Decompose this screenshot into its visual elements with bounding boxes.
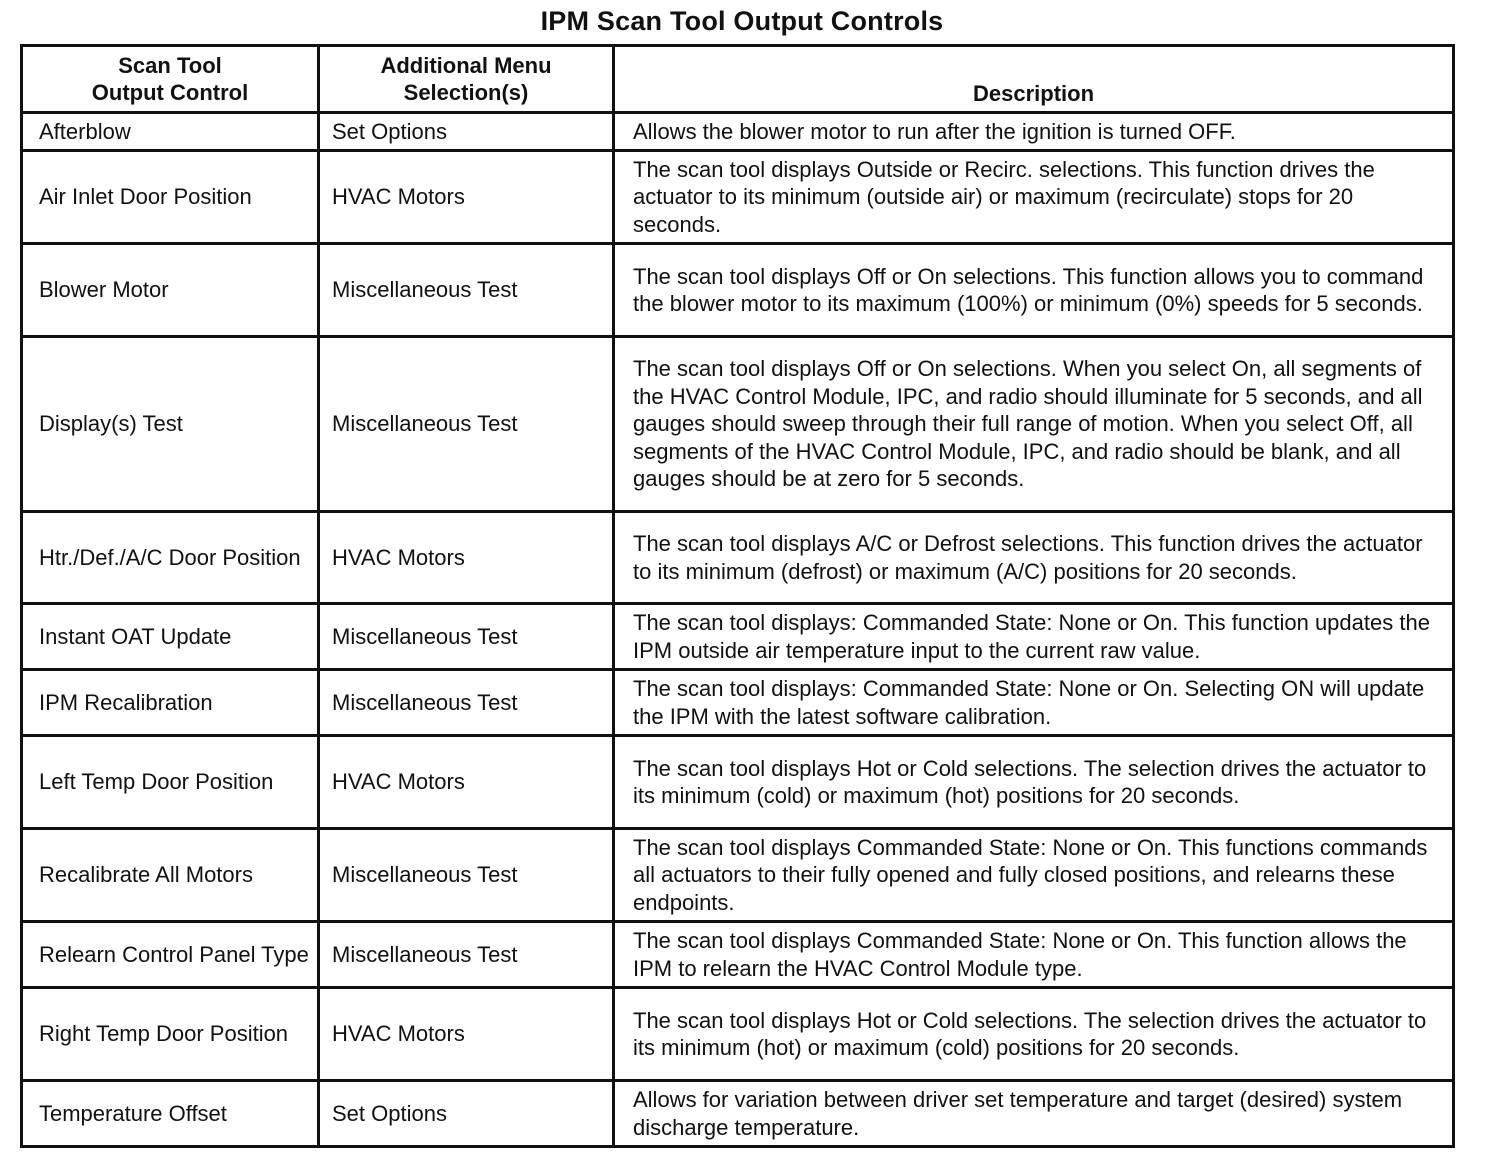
table-header — [22, 46, 1454, 113]
cell-menu-selection: HVAC Motors — [319, 151, 614, 244]
cell-menu-selection: Set Options — [319, 1081, 614, 1147]
cell-menu-selection: HVAC Motors — [319, 512, 614, 604]
cell-output-control: Relearn Control Panel Type — [22, 922, 319, 988]
cell-description: The scan tool displays Off or On selections. When you select On, all segments of the HVAC Control Module, IPC, and radio should illuminate for 5 seconds, and all gauges should sweep through their full range of motion. When you select Off, all segments of the HVAC Control Module, IPC, and radio should be blank, and all gauges should be at zero for 5 seconds. — [614, 337, 1454, 512]
cell-output-control: Instant OAT Update — [22, 604, 319, 670]
header-menu-selection-line1: Additional Menu — [380, 53, 552, 78]
header-output-control-line2: Output Control — [91, 80, 249, 105]
cell-menu-selection: Miscellaneous Test — [319, 337, 614, 512]
cell-description: Allows the blower motor to run after the ignition is turned OFF. — [614, 113, 1454, 151]
cell-description: Allows for variation between driver set temperature and target (desired) system discharge temperature. — [614, 1081, 1454, 1147]
cell-description: The scan tool displays: Commanded State: None or On. Selecting ON will update the IPM with the latest software calibration. — [614, 670, 1454, 736]
header-output-control-line1: Scan Tool — [118, 53, 222, 78]
cell-menu-selection: Miscellaneous Test — [319, 829, 614, 922]
table-row — [22, 512, 1454, 604]
cell-output-control: Right Temp Door Position — [22, 988, 319, 1081]
cell-menu-selection: Miscellaneous Test — [319, 244, 614, 337]
cell-description: The scan tool displays Outside or Recirc. selections. This function drives the actuator to its minimum (outside air) or maximum (recirculate) stops for 20 seconds. — [614, 151, 1454, 244]
document-title: IPM Scan Tool Output Controls — [540, 6, 944, 36]
table-row — [22, 337, 1454, 512]
cell-output-control: Left Temp Door Position — [22, 736, 319, 829]
cell-description: The scan tool displays Commanded State: None or On. This functions commands all actuators to their fully opened and fully closed positions, and relearns these endpoints. — [614, 829, 1454, 922]
header-menu-selection-line2: Selection(s) — [403, 80, 529, 105]
table-row — [22, 244, 1454, 337]
table-body — [22, 113, 1454, 1147]
cell-menu-selection: Miscellaneous Test — [319, 670, 614, 736]
cell-output-control: Blower Motor — [22, 244, 319, 337]
cell-output-control: Htr./Def./A/C Door Position — [22, 512, 319, 604]
header-row — [22, 46, 1454, 113]
cell-menu-selection: Miscellaneous Test — [319, 922, 614, 988]
cell-output-control: Afterblow — [22, 113, 319, 151]
output-controls-table — [20, 44, 1455, 1148]
table-row — [22, 922, 1454, 988]
cell-output-control: Temperature Offset — [22, 1081, 319, 1147]
table-row — [22, 1081, 1454, 1147]
cell-menu-selection: HVAC Motors — [319, 736, 614, 829]
cell-menu-selection: Miscellaneous Test — [319, 604, 614, 670]
cell-description: The scan tool displays Hot or Cold selections. The selection drives the actuator to its minimum (hot) or maximum (cold) positions for 20 seconds. — [614, 988, 1454, 1081]
cell-output-control: Air Inlet Door Position — [22, 151, 319, 244]
table-row — [22, 988, 1454, 1081]
cell-description: The scan tool displays A/C or Defrost selections. This function drives the actuator to its minimum (defrost) or maximum (A/C) positions for 20 seconds. — [614, 512, 1454, 604]
cell-menu-selection: Set Options — [319, 113, 614, 151]
header-description: Description — [614, 46, 1454, 113]
cell-output-control: IPM Recalibration — [22, 670, 319, 736]
table-row — [22, 670, 1454, 736]
cell-description: The scan tool displays Commanded State: None or On. This function allows the IPM to relearn the HVAC Control Module type. — [614, 922, 1454, 988]
cell-description: The scan tool displays: Commanded State: None or On. This function updates the IPM outside air temperature input to the current raw value. — [614, 604, 1454, 670]
cell-description: The scan tool displays Hot or Cold selections. The selection drives the actuator to its minimum (cold) or maximum (hot) positions for 20 seconds. — [614, 736, 1454, 829]
table-row — [22, 151, 1454, 244]
cell-menu-selection: HVAC Motors — [319, 988, 614, 1081]
cell-output-control: Recalibrate All Motors — [22, 829, 319, 922]
cell-output-control: Display(s) Test — [22, 337, 319, 512]
header-output-control — [22, 46, 319, 113]
header-menu-selection — [319, 46, 614, 113]
table-row — [22, 604, 1454, 670]
table-row — [22, 829, 1454, 922]
cell-description: The scan tool displays Off or On selections. This function allows you to command the blower motor to its maximum (100%) or minimum (0%) speeds for 5 seconds. — [614, 244, 1454, 337]
table-row — [22, 113, 1454, 151]
table-row — [22, 736, 1454, 829]
